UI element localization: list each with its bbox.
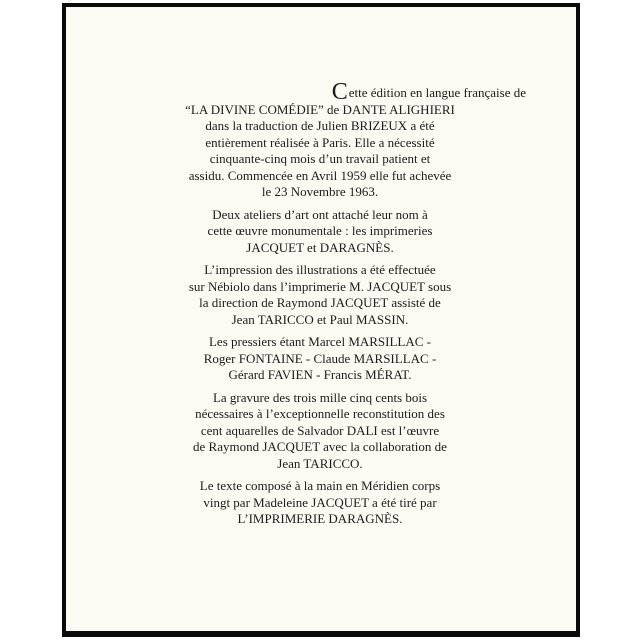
text-line: Jean TARICCO et Paul MASSIN. <box>231 311 409 327</box>
text-line: Gérard FAVIEN - Francis MÉRAT. <box>228 367 412 382</box>
text-line: Roger FONTAINE - Claude MARSILLAC - <box>203 350 437 366</box>
text-line: le 23 Novembre 1963. <box>261 184 379 199</box>
paragraph-edition <box>80 79 560 201</box>
text-line: “LA DIVINE COMÉDIE” de DANTE ALIGHIERI <box>185 101 455 117</box>
text-line-content: ette édition en langue française de <box>348 85 526 100</box>
paragraph-texte <box>80 478 560 528</box>
colophon-text <box>80 79 560 534</box>
text-line: cent aquarelles de Salvador DALI est l’œuvre <box>200 422 440 438</box>
paragraph-pressiers <box>80 334 560 384</box>
text-line: L’IMPRIMERIE DARAGNÈS. <box>237 511 403 526</box>
text-line: vingt par Madeleine JACQUET a été tiré par <box>203 494 437 510</box>
text-line <box>80 79 560 105</box>
paragraph-impression <box>80 262 560 328</box>
text-line: la direction de Raymond JACQUET assisté de <box>199 295 441 310</box>
text-line: sur Nébiolo dans l’imprimerie M. JACQUET sous <box>188 278 452 294</box>
text-line: assidu. Commencée en Avril 1959 elle fut achevée <box>188 167 452 183</box>
text-line: dans la traduction de Julien BRIZEUX a été <box>205 118 435 133</box>
text-line: Le texte composé à la main en Méridien corps <box>199 478 441 493</box>
text-line: nécessaires à l’exceptionnelle reconstitution des <box>195 406 445 421</box>
text-line: Jean TARICCO. <box>277 455 363 471</box>
text-line: Les pressiers étant Marcel MARSILLAC - <box>208 334 432 349</box>
text-line: Deux ateliers d’art ont attaché leur nom à <box>212 206 428 222</box>
text-line: La gravure des trois mille cinq cents bois <box>212 389 428 405</box>
paragraph-ateliers <box>80 207 560 257</box>
text-line: cinquante-cinq mois d’un travail patient et <box>209 151 431 166</box>
text-line: de Raymond JACQUET avec la collaboration de <box>193 439 447 454</box>
text-line: cette œuvre monumentale : les imprimeries <box>207 223 433 238</box>
text-line: L’impression des illustrations a été effectuée <box>204 262 436 277</box>
text-line: entièrement réalisée à Paris. Elle a nécessité <box>205 134 435 150</box>
text-line: JACQUET et DARAGNÈS. <box>246 239 394 255</box>
paragraph-gravure <box>80 390 560 473</box>
drop-cap: C <box>331 79 348 105</box>
